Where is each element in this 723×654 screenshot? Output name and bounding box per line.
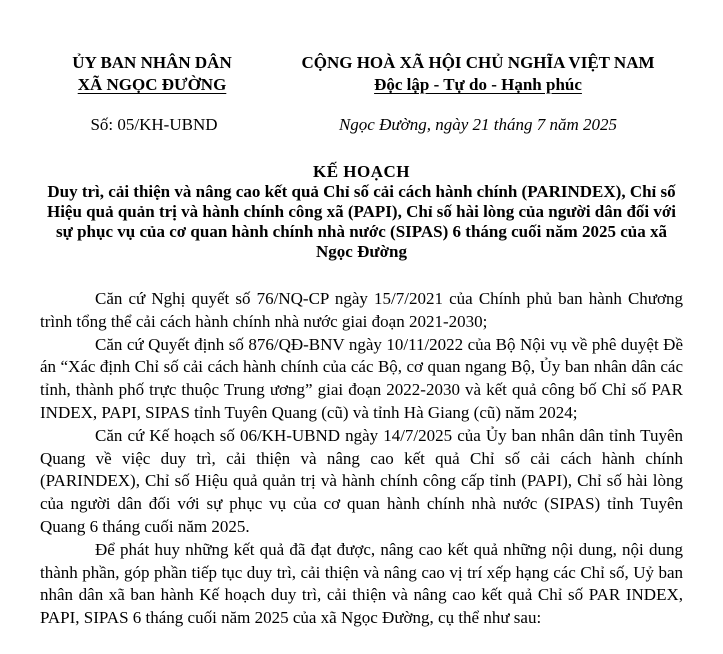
title-subtitle: Duy trì, cải thiện và nâng cao kết quả Chỉ số cải cách hành chính (PARINDEX), Chỉ số Hiệu quả quản trị và hành chính công xã (PAPI), Chỉ số hài lòng của người dân đối với sự phục vụ của cơ quan hành chính nhà nước (SIPAS) 6 tháng cuối năm 2025 của xã Ngọc Đường bbox=[46, 182, 677, 261]
document-title bbox=[40, 162, 683, 262]
paragraph: Để phát huy những kết quả đã đạt được, nâng cao kết quả những nội dung, nội dung thành phần, góp phần tiếp tục duy trì, cải thiện và nâng cao vị trí xếp hạng các Chỉ số, Uỷ ban nhân dân xã ban hành Kế hoạch duy trì, cải thiện và nâng cao kết quả Chỉ số PAR INDEX, PAPI, SIPAS 6 tháng cuối năm 2025 của xã Ngọc Đường, cụ thể như sau: bbox=[40, 539, 683, 628]
paragraph: Căn cứ Nghị quyết số 76/NQ-CP ngày 15/7/2021 của Chính phủ ban hành Chương trình tổng thể cải cách hành chính nhà nước giai đoạn 2021-2030; bbox=[40, 289, 683, 331]
motto: Độc lập - Tự do - Hạnh phúc bbox=[374, 75, 582, 94]
document-body bbox=[40, 288, 683, 630]
title-main: KẾ HOẠCH bbox=[312, 162, 411, 181]
national-motto bbox=[268, 52, 688, 96]
country-name: CỘNG HOÀ XÃ HỘI CHỦ NGHĨA VIỆT NAM bbox=[301, 53, 655, 72]
agency-line-2: XÃ NGỌC ĐƯỜNG bbox=[77, 75, 227, 94]
place-and-date: Ngọc Đường, ngày 21 tháng 7 năm 2025 bbox=[338, 115, 618, 134]
document-number: Số: 05/KH-UBND bbox=[90, 115, 218, 134]
paragraph: Căn cứ Kế hoạch số 06/KH-UBND ngày 14/7/2025 của Ủy ban nhân dân tỉnh Tuyên Quang về việc duy trì, cải thiện và nâng cao kết quả Chỉ số cải cách hành chính (PARINDEX), Chỉ số Hiệu quả quản trị và hành chính công cấp tỉnh (PAPI), Chỉ số hài lòng của người dân đối với sự phục vụ của cơ quan hành chính nhà nước (SIPAS) tỉnh Tuyên Quang 6 tháng cuối năm 2025. bbox=[40, 425, 683, 536]
paragraph: Căn cứ Quyết định số 876/QĐ-BNV ngày 10/11/2022 của Bộ Nội vụ về phê duyệt Đề án “Xác định Chỉ số cải cách hành chính của các Bộ, cơ quan ngang Bộ, Ủy ban nhân dân các tỉnh, thành phố trực thuộc Trung ương” giai đoạn 2022-2030 và kết quả công bố Chỉ số PAR INDEX, PAPI, SIPAS tỉnh Tuyên Quang (cũ) và tỉnh Hà Giang (cũ) năm 2024; bbox=[40, 334, 683, 422]
agency-line-1: ỦY BAN NHÂN DÂN bbox=[72, 53, 232, 72]
issuing-agency bbox=[52, 52, 252, 96]
